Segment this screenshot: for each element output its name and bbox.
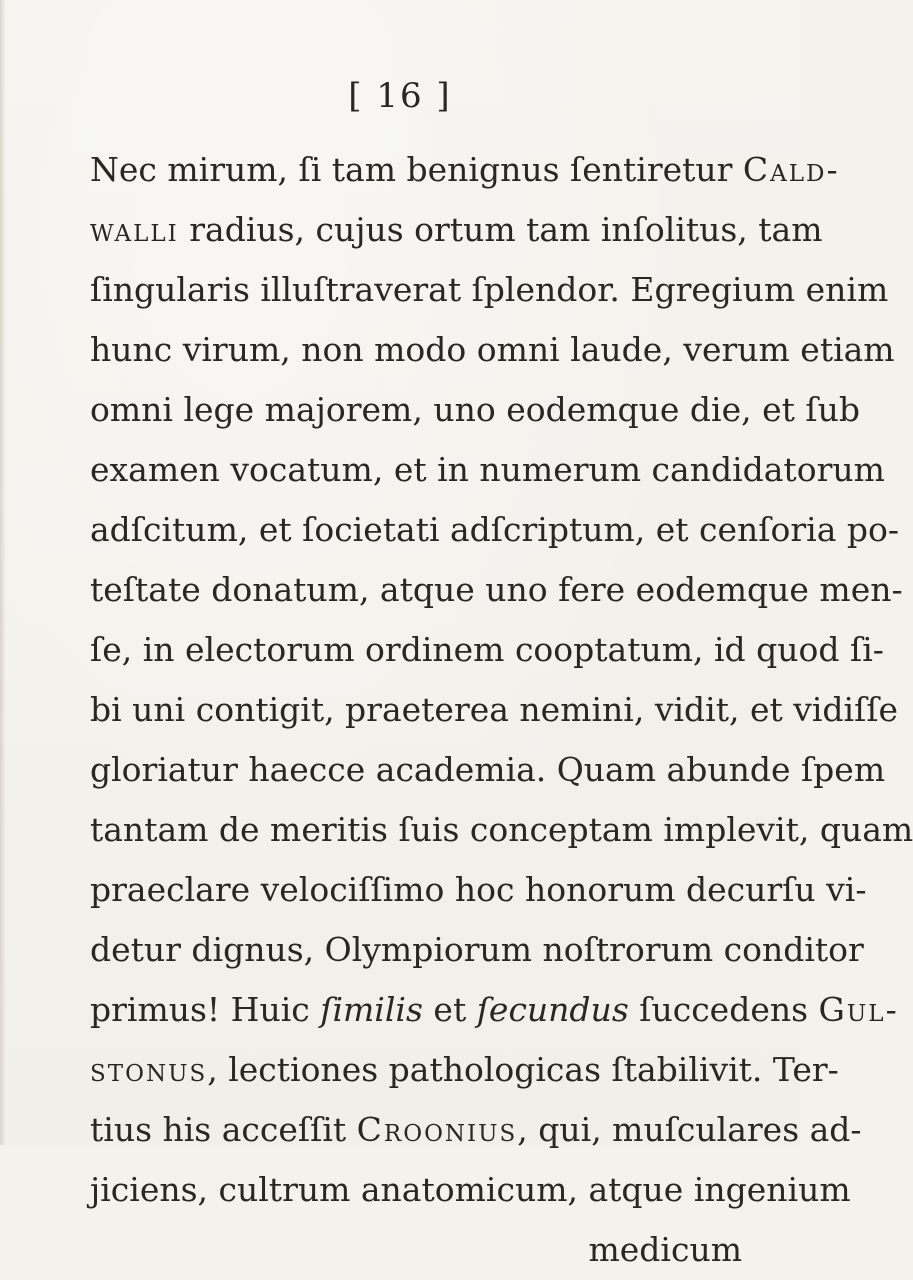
text-line-9: ſe, in electorum ordinem cooptatum, id quod ſi- bbox=[90, 630, 884, 669]
text-line-14: detur dignus, Olympiorum noſtrorum conditor bbox=[90, 930, 864, 969]
text-segment: , lectiones pathologicas ſtabilivit. Ter- bbox=[207, 1050, 839, 1089]
text-segment: et bbox=[422, 990, 477, 1029]
page-number: [ 16 ] bbox=[348, 76, 452, 116]
text-line-13: praeclare velociſſimo hoc honorum decurſu vi- bbox=[90, 870, 867, 909]
name-caldwalli-part1: Cald- bbox=[742, 150, 840, 189]
name-gulstonus-part1: Gul- bbox=[818, 990, 899, 1029]
text-line-16 bbox=[90, 1040, 839, 1100]
text-line-6: examen vocatum, et in numerum candidatorum bbox=[90, 450, 885, 489]
page-edge-shadow bbox=[0, 0, 6, 1145]
text-line-7: adſcitum, et ſocietati adſcriptum, et cenſoria po- bbox=[90, 510, 899, 549]
text-line-8: teſtate donatum, atque uno fere eodemque men- bbox=[90, 570, 903, 609]
text-line-12: tantam de meritis ſuis conceptam implevit, quam bbox=[90, 810, 913, 849]
name-croonius: Croonius bbox=[356, 1110, 518, 1149]
italic-secundus: ſecundus bbox=[476, 990, 629, 1029]
body-text bbox=[90, 140, 913, 1280]
text-line-3: ſingularis illuſtraverat ſplendor. Egregium enim bbox=[90, 270, 889, 309]
text-segment: tius his acceſſit bbox=[90, 1110, 357, 1149]
text-segment: radius, cujus ortum tam inſolitus, tam bbox=[178, 210, 823, 249]
text-line-1 bbox=[90, 140, 840, 200]
text-segment: Nec mirum, ſi tam benignus ſentiretur bbox=[90, 150, 743, 189]
catchword: medicum bbox=[588, 1230, 742, 1269]
name-gulstonus-part2: stonus bbox=[90, 1050, 208, 1089]
name-caldwalli-part2: walli bbox=[90, 210, 179, 249]
text-line-17 bbox=[90, 1100, 862, 1160]
text-line-4: hunc virum, non modo omni laude, verum etiam bbox=[90, 330, 895, 369]
text-segment: , qui, muſculares ad- bbox=[517, 1110, 862, 1149]
text-line-10: bi uni contigit, praeterea nemini, vidit, et vidiſſe bbox=[90, 690, 899, 729]
text-line-5: omni lege majorem, uno eodemque die, et ſub bbox=[90, 390, 860, 429]
text-line-11: gloriatur haecce academia. Quam abunde ſpem bbox=[90, 750, 886, 789]
text-segment: primus! Huic bbox=[90, 990, 321, 1029]
text-line-15 bbox=[90, 980, 899, 1040]
italic-similis: ſimilis bbox=[320, 990, 423, 1029]
text-line-2 bbox=[90, 200, 823, 260]
text-line-18: jiciens, cultrum anatomicum, atque ingenium bbox=[90, 1170, 851, 1209]
text-segment: ſuccedens bbox=[628, 990, 819, 1029]
